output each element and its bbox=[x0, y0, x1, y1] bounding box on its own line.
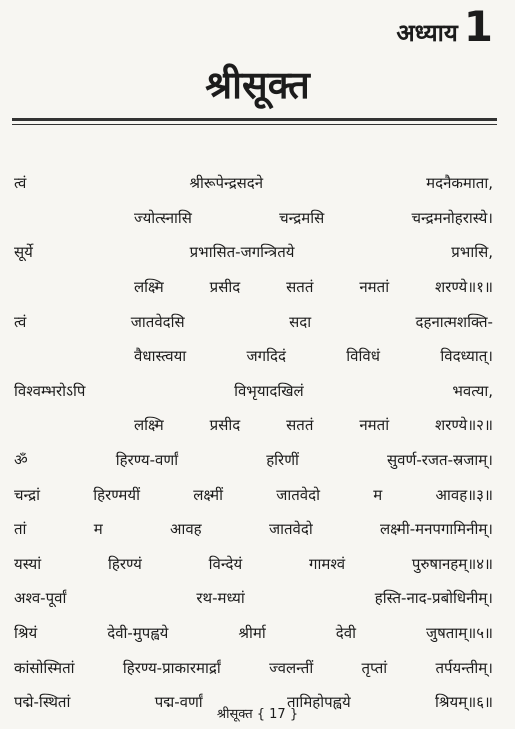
verse-word: तृप्तां bbox=[361, 658, 388, 677]
verse-word: हिरण्य-प्राकारमार्द्रां bbox=[122, 658, 221, 677]
verse-word: हिरण्य-वर्णां bbox=[115, 451, 179, 470]
verse-word: नमतां bbox=[359, 278, 390, 297]
verse-word: तां bbox=[14, 520, 27, 539]
verse-word: प्रसीद bbox=[209, 416, 241, 435]
verse-word: ज्योत्स्नासि bbox=[134, 208, 192, 227]
verse-word: अश्व-पूर्वां bbox=[14, 589, 67, 608]
verse-word: चन्द्रां bbox=[14, 485, 41, 504]
verse-word: सुवर्ण-रजत-स्रजाम्। bbox=[387, 451, 493, 470]
verse-word: चन्द्रमनोहरास्ये। bbox=[411, 208, 493, 227]
verse-word: सततं bbox=[286, 278, 314, 297]
verse-word: चन्द्रमसि bbox=[279, 208, 325, 227]
verse-word: सूर्ये bbox=[14, 243, 33, 262]
verse-word: जातवेदो bbox=[268, 520, 313, 539]
verse-line bbox=[14, 270, 493, 305]
verse-word: त्वं bbox=[14, 312, 27, 331]
verse-word: त्वं bbox=[14, 174, 27, 193]
verse-line bbox=[14, 581, 493, 616]
verse-word: विविधं bbox=[346, 347, 380, 366]
verse-word: कांसोस्मितां bbox=[14, 658, 75, 677]
verse-word: विश्वम्भरोऽपि bbox=[14, 381, 86, 400]
title-rule-thick bbox=[12, 118, 497, 121]
verse-word: पद्मे-स्थितां bbox=[14, 693, 71, 712]
verse-word: भवत्या, bbox=[452, 381, 493, 400]
verse-word: तर्पयन्तीम्। bbox=[435, 658, 493, 677]
chapter-label: अध्याय bbox=[396, 19, 458, 47]
verse-word: श्रीरूपेन्द्रसदने bbox=[189, 174, 264, 193]
verse-word: प्रसीद bbox=[209, 278, 241, 297]
verse-line bbox=[14, 339, 493, 374]
verse-word: तामिहोपह्वये bbox=[287, 693, 351, 712]
verse-word: विभृयादखिलं bbox=[234, 381, 304, 400]
verse-word: श्रियं bbox=[14, 624, 38, 643]
verse-word: लक्ष्मि bbox=[134, 278, 164, 297]
verse-word: श्रियम्॥६॥ bbox=[435, 693, 493, 712]
page-title: श्रीसूक्त bbox=[205, 62, 310, 107]
verse-line bbox=[14, 201, 493, 236]
verse-word: जातवेदो bbox=[276, 485, 320, 504]
verse-word: गामश्वं bbox=[309, 554, 346, 573]
verse-line bbox=[14, 443, 493, 478]
verse-line bbox=[14, 616, 493, 651]
verse-line bbox=[14, 408, 493, 443]
verse-line bbox=[14, 235, 493, 270]
title-rule-thin bbox=[12, 124, 497, 125]
verse-line bbox=[14, 304, 493, 339]
verse-word: म bbox=[93, 520, 103, 539]
verse-word: आवह bbox=[170, 520, 202, 539]
verse-word: ॐ bbox=[14, 451, 28, 470]
verse-word: देवी bbox=[335, 624, 356, 643]
verse-word: विन्देयं bbox=[208, 554, 243, 573]
verse-word: हिरण्मयीं bbox=[93, 485, 140, 504]
verse-block bbox=[14, 166, 493, 720]
verse-word: नमतां bbox=[359, 416, 390, 435]
verse-word: आवह॥३॥ bbox=[435, 485, 493, 504]
verse-word: विदध्यात्। bbox=[440, 347, 493, 366]
chapter-heading bbox=[396, 2, 493, 51]
verse-line bbox=[14, 477, 493, 512]
verse-word: मदनैकमाता, bbox=[426, 174, 493, 193]
verse-word: हस्ति-नाद-प्रबोधिनीम्। bbox=[374, 589, 493, 608]
verse-word: शरण्ये॥१॥ bbox=[435, 278, 493, 297]
verse-word: सदा bbox=[289, 312, 312, 331]
verse-word: श्रीर्मा bbox=[238, 624, 266, 643]
verse-word: देवी-मुपह्वये bbox=[107, 624, 169, 643]
verse-word: जगदिदं bbox=[246, 347, 286, 366]
verse-word: लक्ष्मी-मनपगामिनीम्। bbox=[380, 520, 493, 539]
verse-word: यस्यां bbox=[14, 554, 42, 573]
verse-word: लक्ष्मि bbox=[134, 416, 164, 435]
verse-word: शरण्ये॥२॥ bbox=[435, 416, 493, 435]
verse-line bbox=[14, 166, 493, 201]
verse-word: हिरण्यं bbox=[107, 554, 142, 573]
verse-word: प्रभासित-जगन्त्रितये bbox=[189, 243, 295, 262]
verse-word: जातवेदसि bbox=[130, 312, 185, 331]
verse-word: पद्म-वर्णां bbox=[154, 693, 203, 712]
verse-word: पुरुषानहम्॥४॥ bbox=[411, 554, 493, 573]
chapter-number: 1 bbox=[463, 2, 493, 51]
verse-word: म bbox=[373, 485, 383, 504]
page-footer: श्रीसूक्त { 17 } bbox=[216, 707, 299, 722]
verse-word: वैधास्त्वया bbox=[134, 347, 187, 366]
verse-line bbox=[14, 650, 493, 685]
verse-line bbox=[14, 512, 493, 547]
verse-word: प्रभासि, bbox=[451, 243, 493, 262]
verse-word: लक्ष्मीं bbox=[193, 485, 223, 504]
verse-line bbox=[14, 374, 493, 409]
verse-word: रथ-मध्यां bbox=[196, 589, 245, 608]
verse-word: ज्वलन्तीं bbox=[269, 658, 314, 677]
verse-word: हरिणीं bbox=[266, 451, 299, 470]
verse-word: दहनात्मशक्ति- bbox=[415, 312, 493, 331]
verse-line bbox=[14, 547, 493, 582]
verse-word: सततं bbox=[286, 416, 314, 435]
verse-word: जुषताम्॥५॥ bbox=[426, 624, 493, 643]
